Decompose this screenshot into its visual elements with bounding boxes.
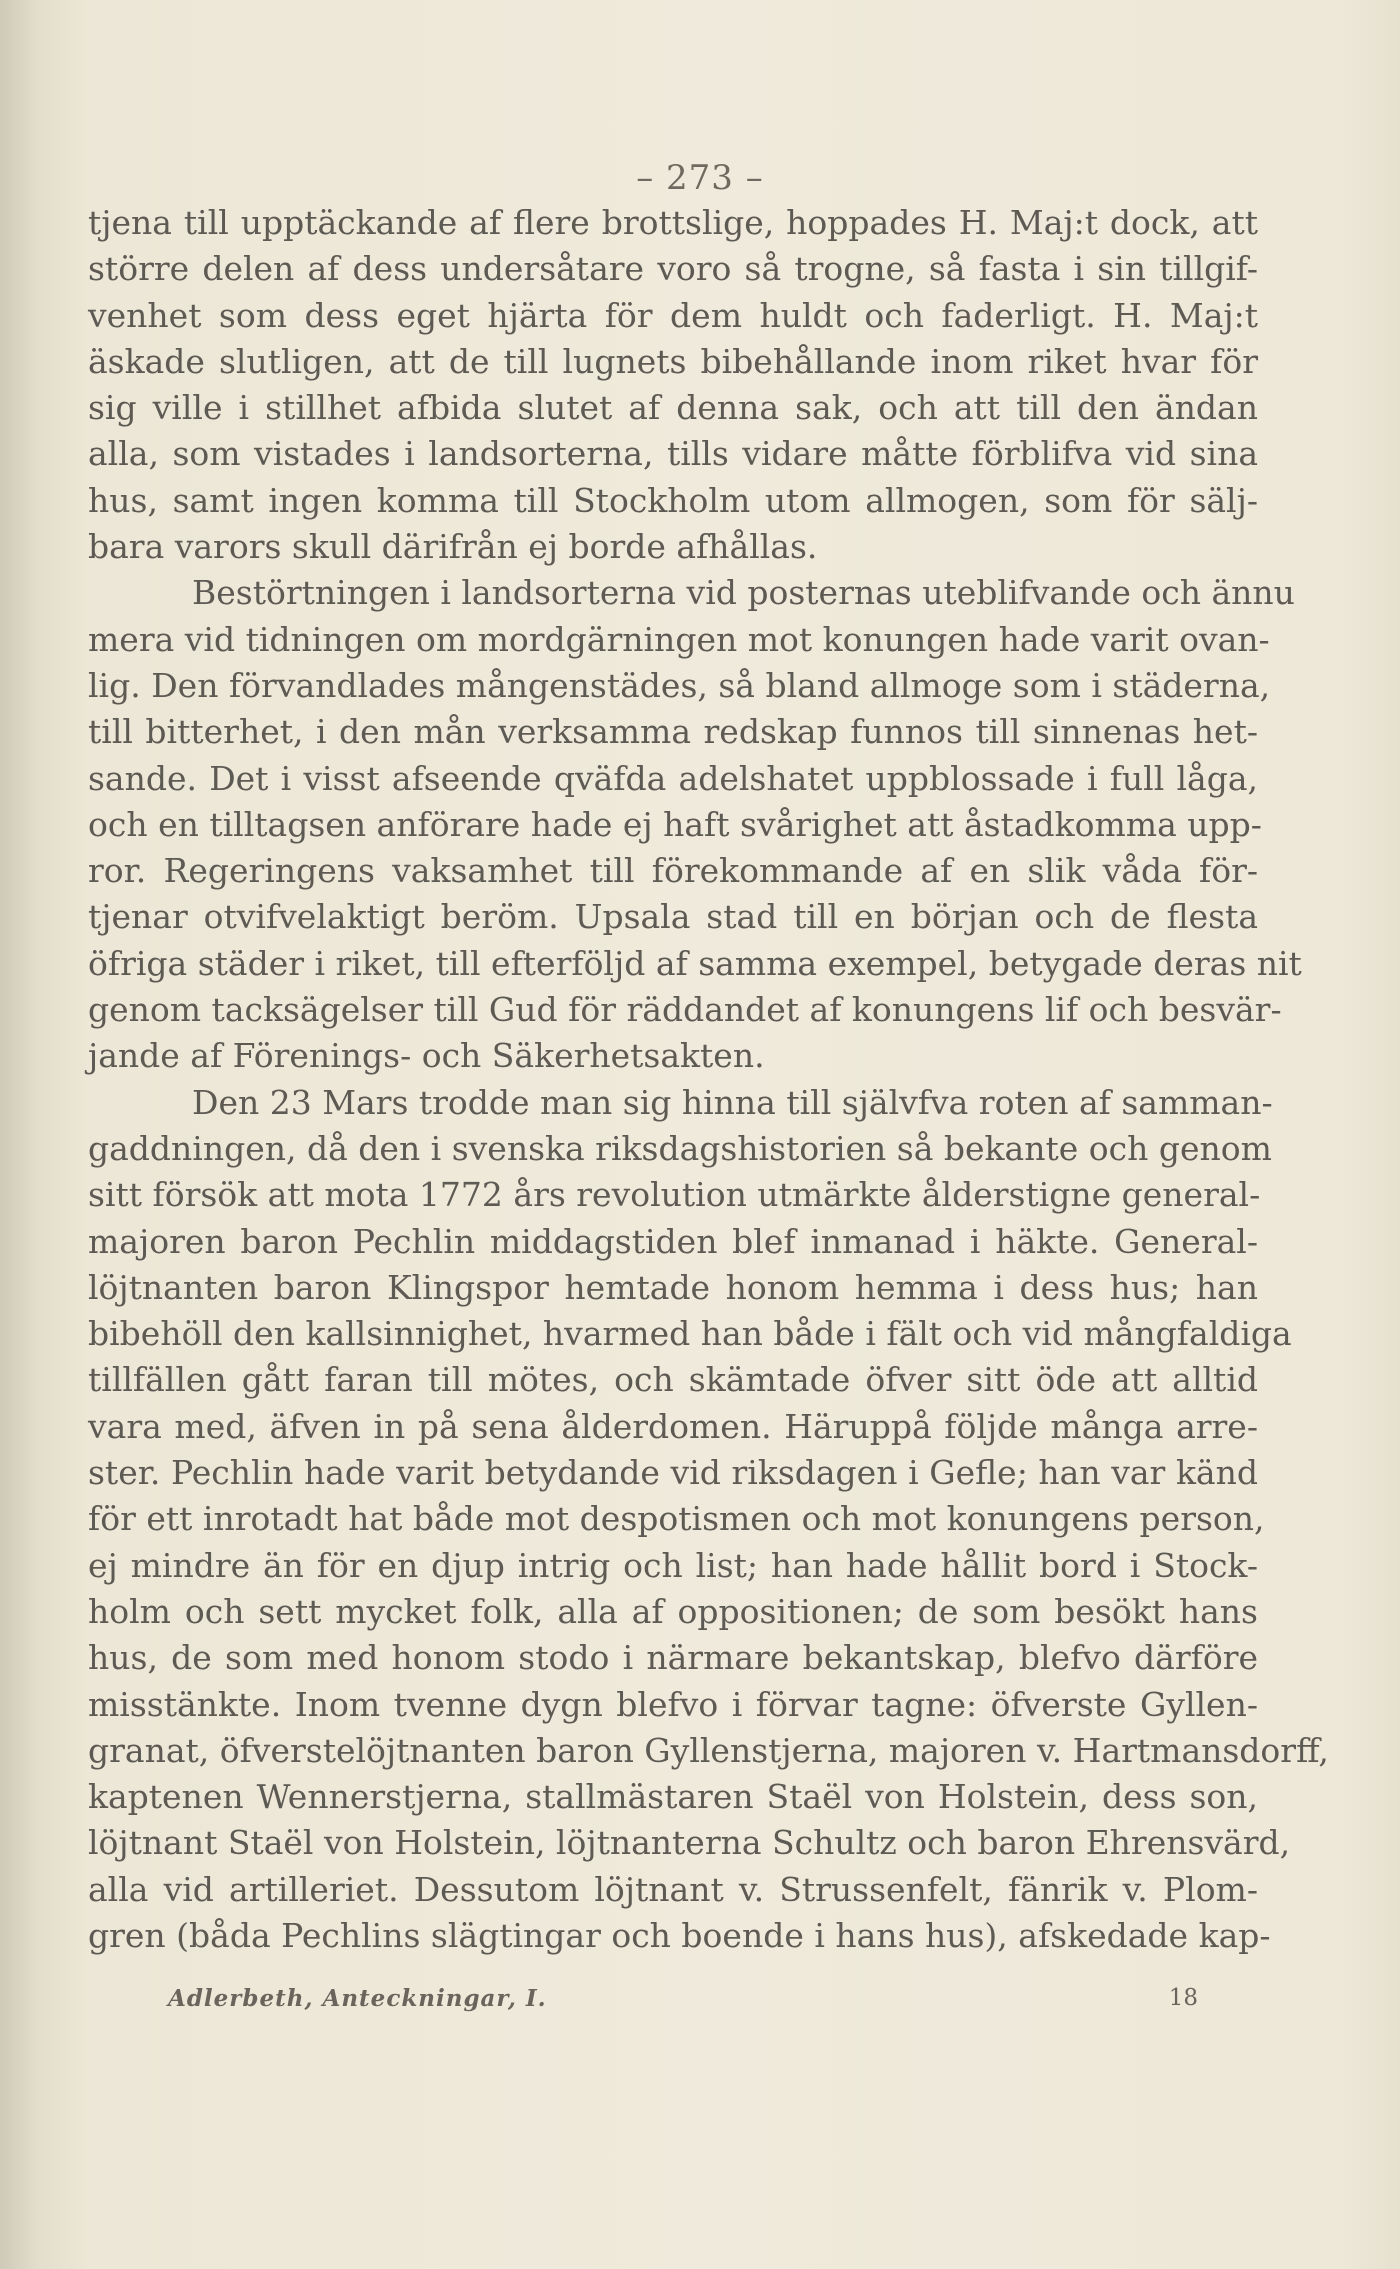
text-line: större delen af dess undersåtare voro så trogne, så fasta i sin tillgif- [88, 249, 1258, 289]
text-line: gren (båda Pechlins slägtingar och boende i hans hus), afskedade kap- [88, 1915, 1271, 1955]
text-line: ej mindre än för en djup intrig och list; han hade hållit bord i Stock- [88, 1545, 1258, 1585]
text-line: sande. Det i visst afseende qväfda adelshatet uppblossade i full låga, [88, 758, 1258, 798]
text-line: tjenar otvifvelaktigt beröm. Upsala stad till en början och de flesta [88, 897, 1258, 937]
text-line: bibehöll den kallsinnighet, hvarmed han både i fält och vid mångfaldiga [88, 1314, 1292, 1354]
text-line: och en tilltagsen anförare hade ej haft svårighet att åstadkomma upp- [88, 804, 1262, 844]
text-line: för ett inrotadt hat både mot despotismen och mot konungens person, [88, 1499, 1265, 1539]
text-line: hus, de som med honom stodo i närmare bekantskap, blefvo därföre [88, 1638, 1258, 1678]
text-line: alla vid artilleriet. Dessutom löjtnant v. Strussenfelt, fänrik v. Plom- [88, 1869, 1258, 1909]
text-line: alla, som vistades i landsorterna, tills vidare måtte förblifva vid sina [88, 434, 1258, 474]
text-line: ster. Pechlin hade varit betydande vid riksdagen i Gefle; han var känd [88, 1453, 1258, 1493]
text-line: sig ville i stillhet afbida slutet af denna sak, och att till den ändan [88, 388, 1258, 428]
text-line: löjtnanten baron Klingspor hemtade honom hemma i dess hus; han [88, 1267, 1258, 1307]
text-line: tjena till upptäckande af flere brottslige, hoppades H. Maj:t dock, att [88, 203, 1258, 242]
text-line: sitt försök att mota 1772 års revolution utmärkte ålderstigne general- [88, 1175, 1261, 1215]
text-line: ror. Regeringens vaksamhet till förekommande af en slik våda för- [88, 851, 1258, 891]
text-line: bara varors skull därifrån ej borde afhållas. [88, 527, 818, 567]
text-line: kaptenen Wennerstjerna, stallmästaren Staël von Holstein, dess son, [88, 1777, 1258, 1817]
footer-sheet-number: 18 [1168, 1985, 1198, 2011]
body-text [88, 200, 1329, 1959]
footer-signature: Adlerbeth, Anteckningar, I. [168, 1985, 547, 2012]
text-line: tillfällen gått faran till mötes, och skämtade öfver sitt öde att alltid [88, 1360, 1258, 1400]
text-line: genom tacksägelser till Gud för räddandet af konungens lif och besvär- [88, 990, 1282, 1030]
text-line: mera vid tidningen om mordgärningen mot konungen hade varit ovan- [88, 619, 1270, 659]
text-line: gaddningen, då den i svenska riksdagshistorien så bekante och genom [88, 1128, 1272, 1168]
text-line: löjtnant Staël von Holstein, löjtnanterna Schultz och baron Ehrensvärd, [88, 1823, 1291, 1863]
text-line: holm och sett mycket folk, alla af oppositionen; de som besökt hans [88, 1591, 1258, 1631]
text-line: hus, samt ingen komma till Stockholm utom allmogen, som för sälj- [88, 480, 1258, 520]
text-line: öfriga städer i riket, till efterföljd af samma exempel, betygade deras nit [88, 943, 1302, 983]
page-number: – 273 – [636, 158, 764, 198]
text-line: vara med, äfven in på sena ålderdomen. Häruppå följde många arre- [88, 1406, 1258, 1446]
text-line: Den 23 Mars trodde man sig hinna till självfva roten af samman- [192, 1082, 1273, 1122]
text-line: äskade slutligen, att de till lugnets bibehållande inom riket hvar för [88, 341, 1258, 381]
text-line: majoren baron Pechlin middagstiden blef inmanad i häkte. General- [88, 1221, 1258, 1261]
text-line: Bestörtningen i landsorterna vid posternas uteblifvande och ännu [192, 573, 1295, 613]
text-line: till bitterhet, i den mån verksamma redskap funnos till sinnenas het- [88, 712, 1258, 752]
footer [168, 1985, 1198, 2012]
text-line: misstänkte. Inom tvenne dygn blefvo i förvar tagne: öfverste Gyllen- [88, 1684, 1258, 1724]
text-line: granat, öfverstelöjtnanten baron Gyllenstjerna, majoren v. Hartmansdorff, [88, 1730, 1329, 1770]
text-line: jande af Förenings- och Säkerhetsakten. [88, 1036, 765, 1076]
text-line: venhet som dess eget hjärta för dem huldt och faderligt. H. Maj:t [88, 295, 1258, 335]
text-line: lig. Den förvandlades mångenstädes, så bland allmoge som i städerna, [88, 665, 1271, 705]
